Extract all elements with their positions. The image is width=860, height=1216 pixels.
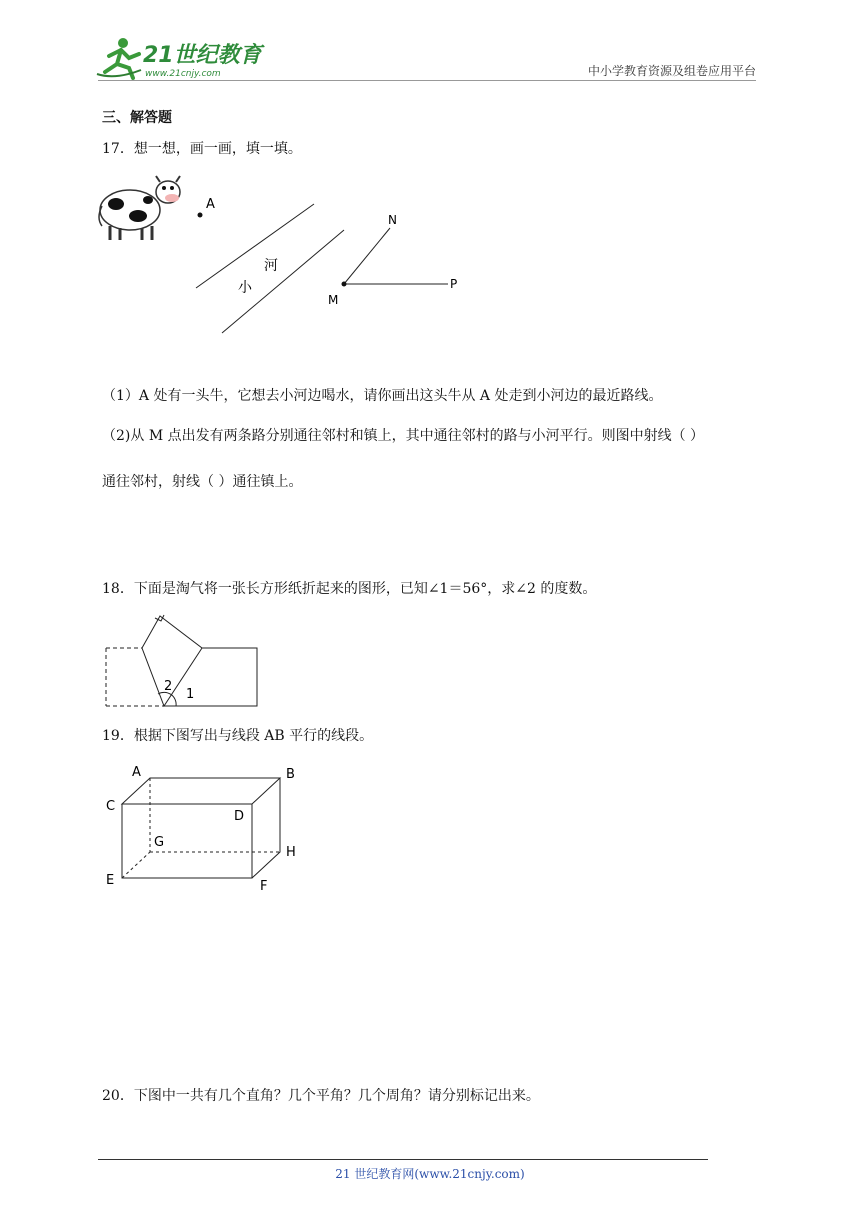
angle-2-label: 2 (164, 679, 173, 694)
section-title: 三、解答题 (102, 110, 172, 126)
point-p-label: P (450, 277, 458, 291)
point-a-label: A (206, 197, 215, 212)
logo-text: 21世纪教育 (143, 43, 262, 68)
point-a-dot (198, 213, 203, 218)
cow-icon (99, 176, 180, 240)
river-bank-upper (196, 204, 314, 288)
q18-stem: 18．下面是淘气将一张长方形纸折起来的图形，已知∠1＝56°，求∠2 的度数。 (102, 581, 597, 597)
site-logo (95, 34, 265, 82)
vertex-g-label: G (154, 835, 165, 850)
q17-part2-line1: （2)从 M 点出发有两条路分别通往邻村和镇上，其中通往邻村的路与小河平行。则图中射线（ ） (102, 428, 705, 444)
paper-solid-edges (164, 648, 257, 706)
header-platform-text: 中小学教育资源及组卷应用平台 (587, 64, 756, 78)
vertex-e-label: E (106, 873, 115, 888)
q18-figure (104, 610, 264, 714)
ray-mn (344, 228, 390, 284)
point-n-label: N (388, 213, 397, 227)
point-m-dot (342, 282, 347, 287)
q17-figure (98, 170, 478, 354)
point-m-label: M (328, 293, 339, 307)
footer-divider (98, 1159, 708, 1160)
runner-icon (97, 38, 141, 78)
q19-stem: 19．根据下图写出与线段 AB 平行的线段。 (102, 728, 374, 744)
vertex-f-label: F (260, 879, 268, 894)
cuboid-top-face (122, 778, 280, 804)
q17-stem: 17．想一想，画一画，填一填。 (102, 141, 302, 157)
q19-figure (102, 762, 312, 900)
vertex-h-label: H (286, 845, 296, 860)
vertex-d-label: D (234, 809, 245, 824)
cuboid-right-edges (252, 778, 280, 878)
angle-1-label: 1 (186, 687, 195, 702)
angle-arc (158, 692, 176, 706)
q17-part2-line2: 通往邻村，射线（ ）通往镇上。 (102, 474, 303, 490)
cuboid-front-face (122, 804, 252, 878)
hidden-edge-eg (122, 852, 150, 878)
header-divider (98, 80, 756, 81)
vertex-b-label: B (286, 767, 295, 782)
river-char-he: 河 (264, 258, 278, 274)
q20-stem: 20．下图中一共有几个直角？几个平角？几个周角？请分别标记出来。 (102, 1088, 540, 1104)
river-char-xiao: 小 (238, 280, 252, 296)
footer-text: 21 世纪教育网(www.21cnjy.com) (335, 1167, 525, 1181)
vertex-c-label: C (106, 799, 116, 814)
q17-part1: （1）A 处有一头牛，它想去小河边喝水，请你画出这头牛从 A 处走到小河边的最近路线。 (102, 388, 663, 404)
logo-url-text: www.21cnjy.com (145, 69, 221, 79)
vertex-a-label: A (132, 765, 141, 780)
